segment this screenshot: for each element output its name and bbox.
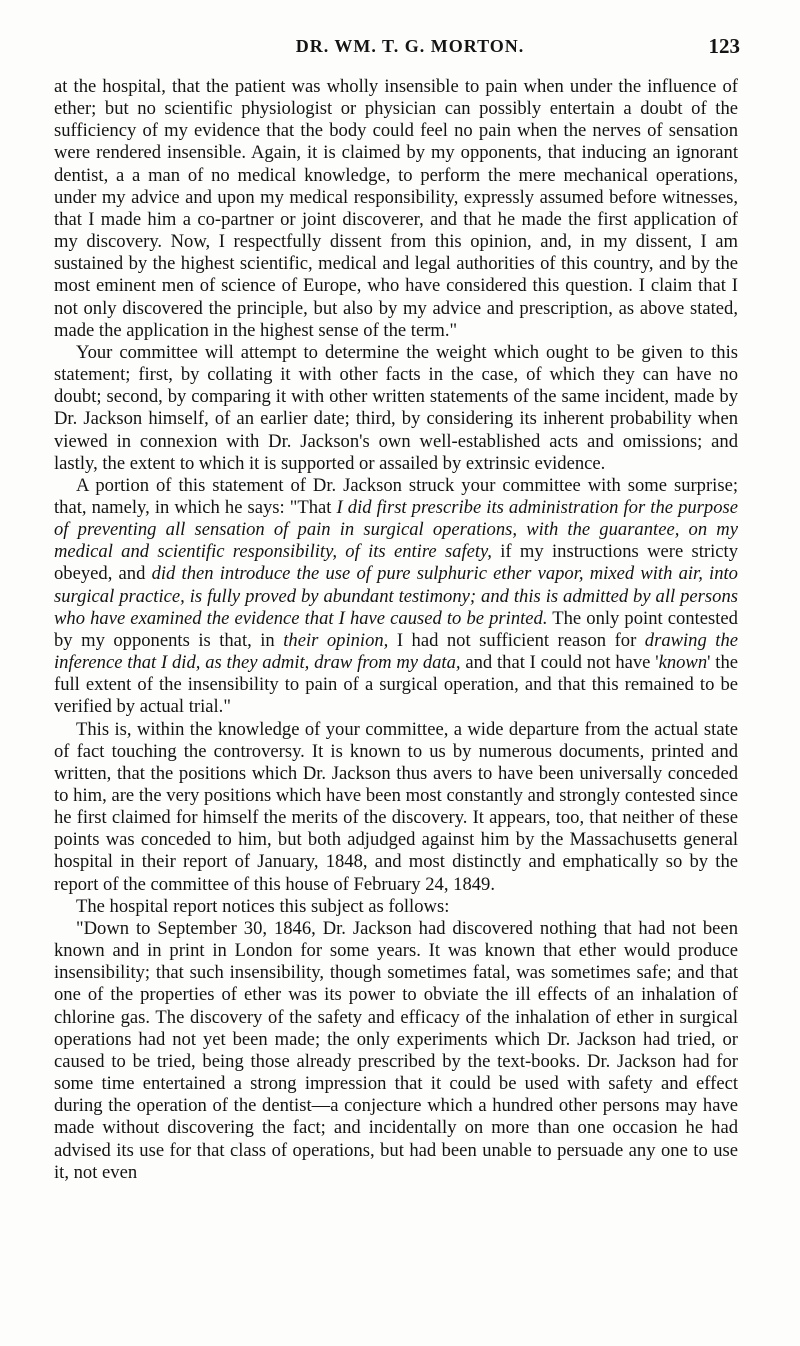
- body-text: [54, 76, 738, 1184]
- paragraph-3-text: ' the full extent of the insensibility to pain of a surgical operation, and that this remained to be verified by actual trial.": [54, 652, 738, 718]
- paragraph-2: [54, 342, 738, 475]
- paragraph-6: [54, 918, 738, 1184]
- paragraph-3-italic-proof: did then introduce the use of pure sulphuric ether vapor, mixed with air, into surgical practice, is fully proved by abundant testimony; and this is admitted by all persons who have examined the evidence that I have caused to be printed.: [54, 563, 738, 629]
- paragraph-1-text: at the hospital, that the patient was wholly insensible to pain when under the influence of ether; but no scientific physiologist or physician can possibly entertain a doubt of the sufficiency of my evidence that the body could feel no pain when the nerves of sensation were rendered insensible. Again, it is claimed by my opponents, that inducing an ignorant dentist, a a man of no medical knowledge, to perform the mere mechanical operations, under my advice and upon my medical responsibility, expressly assumed before witnesses, that I made him a co-partner or joint discoverer, and that he made the first application of my discovery. Now, I respectfully dissent from this opinion, and, in my dissent, I am sustained by the highest scientific, medical and legal authorities of this country, and by the most eminent men of science of Europe, who have considered this question. I claim that I not only discovered the principle, but also by my advice and prescription, as above stated, made the application in the highest sense of the term.": [54, 76, 738, 341]
- running-title: DR. WM. T. G. MORTON.: [295, 36, 525, 56]
- paragraph-6-text: "Down to September 30, 1846, Dr. Jackson had discovered nothing that had not been known and in print in London for some years. It was known that ether would produce insensibility; that such insensibility, though sometimes fatal, was sometimes safe; and that one of the properties of ether was its power to obviate the ill effects of an inhalation of chlorine gas. The discovery of the safety and efficacy of the inhalation of ether in surgical operations had not yet been made; the only experiments which Dr. Jackson had tried, or caused to be tried, being those already prescribed by the text-books. Dr. Jackson had for some time entertained a strong impression that it could be used with safety and effect during the operation of the dentist—a conjecture which a hundred other persons may have made without discovering the fact; and incidentally on more than one occasion he had advised its use for that class of operations, but had been unable to persuade any one to use it, not even: [54, 917, 738, 1183]
- paragraph-4: [54, 719, 738, 896]
- paragraph-3: [54, 475, 738, 719]
- page-number: 123: [708, 34, 740, 58]
- paragraph-2-text: Your committee will attempt to determine the weight which ought to be given to this statement; first, by collating it with other facts in the case, of which they can have no doubt; second, by comparing it with other written statements of the same incident, made by Dr. Jackson himself, of an earlier date; third, by considering its inherent probability when viewed in connexion with Dr. Jackson's own well-established acts and omissions; and lastly, the extent to which it is supported or assailed by extrinsic evidence.: [54, 341, 738, 474]
- paragraph-3-text: and that I could not have ': [460, 652, 659, 674]
- paragraph-5-text: The hospital report notices this subject as follows:: [76, 895, 450, 917]
- paragraph-3-italic-claim: I did first prescribe its administration for the purpose of preventing all sensation of pain in surgical operations, with the guarantee, on my medical and scientific responsibility, of its entire safety,: [54, 496, 738, 563]
- paragraph-3-italic-inference: drawing the inference that I did, as they admit, draw from my data,: [54, 629, 738, 674]
- paragraph-3-text: A portion of this statement of Dr. Jackson struck your committee with some surprise; that, namely, in which he says: "That: [54, 474, 738, 518]
- paragraph-3-text: I had not sufficient reason for: [388, 629, 645, 651]
- paragraph-4-text: This is, within the knowledge of your committee, a wide departure from the actual state of fact touching the controversy. It is known to us by numerous documents, printed and written, that the positions which Dr. Jackson thus avers to have been universally conceded to him, are the very positions which have been most constantly and strongly contested since he first claimed for himself the merits of the discovery. It appears, too, that neither of these points was conceded to him, but both adjudged against him by the Massachusetts general hospital in their report of January, 1848, and most distinctly and emphatically so by the report of the committee of this house of February 24, 1849.: [54, 718, 738, 895]
- paragraph-3-italic-known: known: [658, 652, 708, 674]
- paragraph-1: [54, 76, 738, 342]
- paragraph-3-italic-opinion: their opinion,: [283, 629, 389, 651]
- paragraph-3-text: The only point contested by my opponents is that, in: [54, 607, 738, 651]
- paragraph-5: [54, 896, 738, 918]
- paragraph-3-text: if my instructions were stricty obeyed, and: [54, 541, 738, 585]
- running-head: [80, 34, 740, 64]
